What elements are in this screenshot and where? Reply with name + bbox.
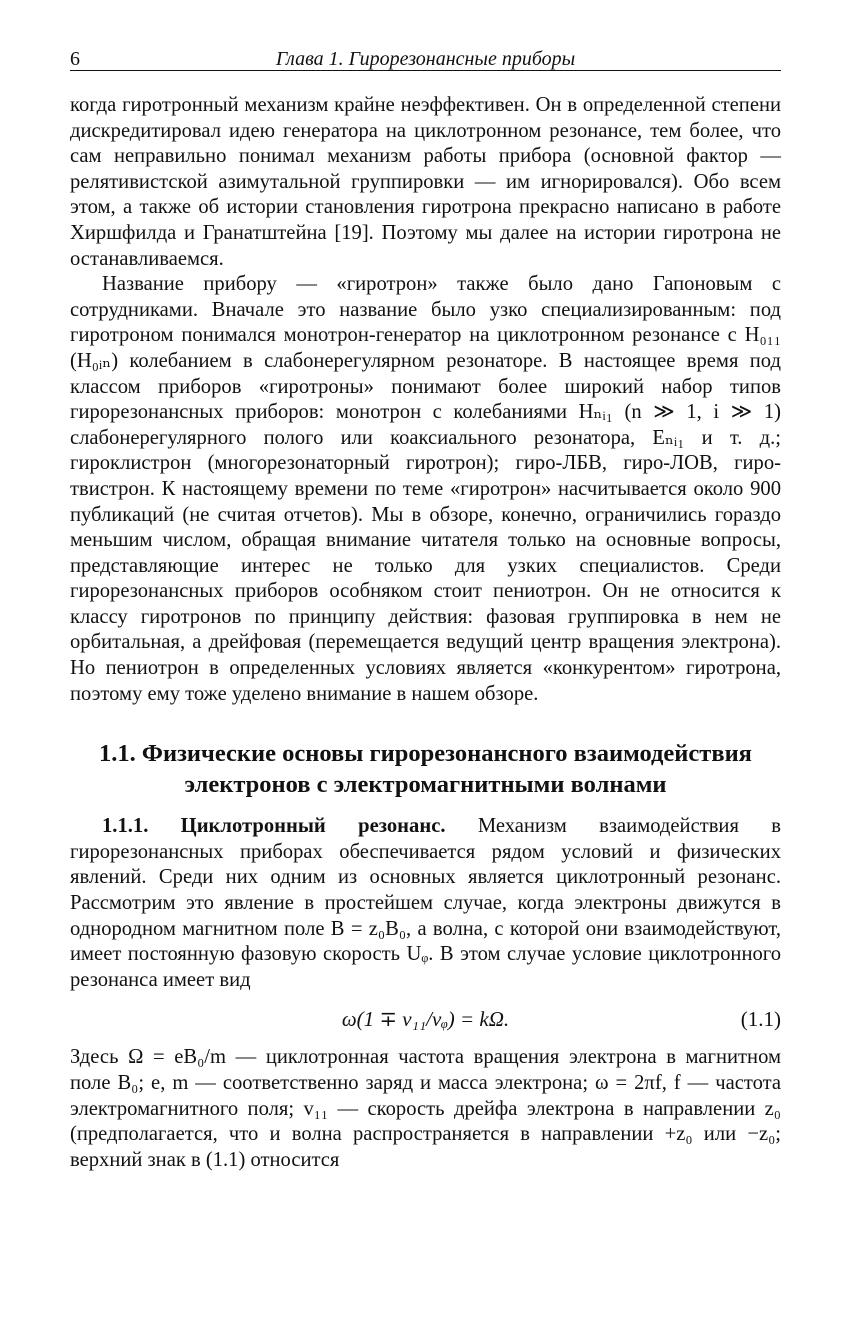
paragraph-continuation: когда гиротронный механизм крайне неэффективен. Он в определенной степени дискредитировал идею генератора на циклотронном резонансе, тем более, что сам неправильно понимал механизм работы прибора (основной фактор — релятивистской азимутальной группировки — им игнорировался). Обо всем этом, а также об истории становления гиротрона прекрасно написано в работе Хиршфилда и Гранатштейна [19]. Поэтому мы далее на истории гиротрона не останавливаемся. xyxy=(70,94,781,270)
paragraph-cyclotron-resonance xyxy=(70,814,781,993)
equation-1-1 xyxy=(70,1001,781,1037)
equation-number: (1.1) xyxy=(740,1007,781,1032)
paragraph-gyrotron-name: Название прибору — «гиротрон» также было дано Гапоновым с сотрудниками. Вначале это название было узко специализированным: под гиротроном понимался монотрон-генератор на циклотронном резонансе с H₀₁₁ (H₀ᵢₙ) колебанием в слабонерегулярном резонаторе. В настоящее время под классом приборов «гиротроны» понимают более широкий набор типов гирорезонансных приборов: монотрон с колебаниями Hₙᵢ₁ (n ≫ 1, i ≫ 1) слабонерегулярного полого или коаксиального резонатора, Eₙᵢ₁ и т. д.; гироклистрон (многорезонаторный гиротрон); гиро-ЛБВ, гиро-ЛОВ, гиро-твистрон. К настоящему времени по теме «гиротрон» насчитывается около 900 публикаций (не считая отчетов). Мы в обзоре, конечно, ограничились гораздо меньшим числом, обращая внимание читателя только на основные вопросы, представляющие интерес не только для узких специалистов. Среди гирорезонансных приборов особняком стоит пениотрон. Он не относится к классу гиротронов по принципу действия: фазовая группировка в нем не орбитальная, а дрейфовая (перемещается ведущий центр вращения электрона). Но пениотрон в определенных условиях является «конкурентом» гиротрона, поэтому ему тоже уделено внимание в нашем обзоре. xyxy=(70,273,781,705)
section-title: 1.1. Физические основы гирорезонансного взаимодействия электронов с электромагнитными волнами xyxy=(99,740,752,799)
chapter-running-title: Глава 1. Гирорезонансные приборы xyxy=(275,48,576,70)
equation-body: ω(1 ∓ v₁₁/vᵩ) = kΩ. xyxy=(341,1007,510,1032)
text-body xyxy=(70,93,781,1173)
page xyxy=(70,42,781,1173)
paragraph-after-equation: Здесь Ω = eB₀/m — циклотронная частота вращения электрона в магнитном поле B₀; e, m — соответственно заряд и масса электрона; ω = 2πf, f — частота электромагнитного поля; v₁₁ — скорость дрейфа электрона в направлении z₀ (предполагается, что и волна распространяется в направлении +z₀ или −z₀; верхний знак в (1.1) относится xyxy=(70,1046,781,1171)
page-number: 6 xyxy=(70,48,80,70)
subsection-heading: 1.1.1. Циклотронный резонанс. xyxy=(102,815,446,838)
running-head xyxy=(70,42,781,71)
subsection-text: Механизм взаимодействия в гирорезонансных приборах обеспечивается рядом условий и физических явлений. Среди них одним из основных является циклотронный резонанс. Рассмотрим это явление в простейшем случае, когда электроны движутся в однородном магнитном поле B = z₀B₀, а волна, с которой они взаимодействуют, имеет постоянную фазовую скорость Uᵩ. В этом случае условие циклотронного резонанса имеет вид xyxy=(70,815,781,991)
